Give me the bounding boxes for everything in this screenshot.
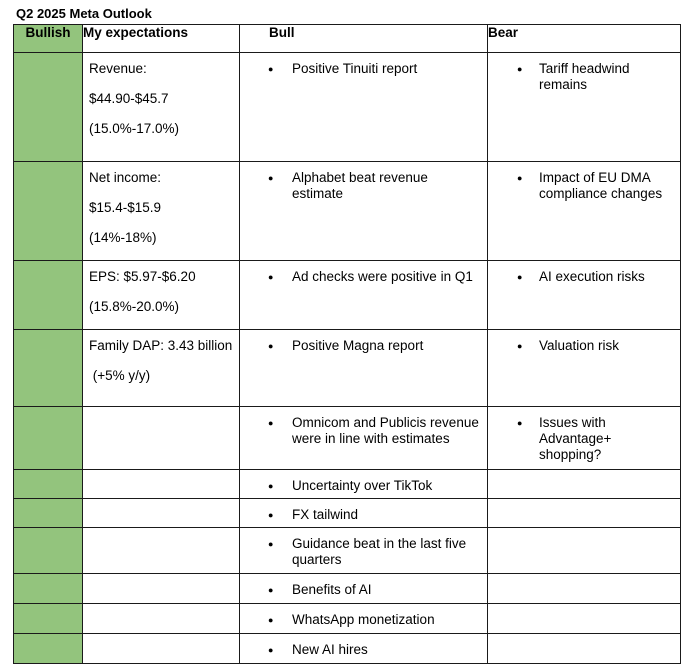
expectation-cell: [83, 604, 240, 634]
bear-cell: [488, 574, 681, 604]
bear-cell: [488, 470, 681, 499]
bull-cell: [240, 634, 488, 664]
bull-cell: [240, 407, 488, 470]
bear-cell: [488, 634, 681, 664]
bullish-indicator-cell: [14, 499, 83, 528]
bull-cell: [240, 53, 488, 162]
expectation-cell: [83, 470, 240, 499]
expectation-cell: [83, 574, 240, 604]
bullish-indicator-cell: [14, 261, 83, 330]
table-row: [14, 261, 681, 330]
bear-cell: [488, 53, 681, 162]
expectation-cell: [83, 528, 240, 574]
bull-cell: [240, 330, 488, 407]
table-row: [14, 604, 681, 634]
outlook-table: [13, 24, 681, 664]
table-row: [14, 162, 681, 261]
table-row: [14, 330, 681, 407]
bear-point: ● Impact of EU DMA compliance changes: [494, 170, 674, 202]
bull-cell: [240, 162, 488, 261]
expectation-line: Family DAP: 3.43 billion: [89, 338, 233, 353]
bullish-indicator-cell: [14, 574, 83, 604]
bear-point: ● Tariff headwind remains: [494, 61, 674, 93]
bull-point: ● Benefits of AI: [246, 582, 481, 598]
expectation-line: (15.0%-17.0%): [89, 121, 180, 136]
expectation-line: (15.8%-20.0%): [89, 299, 180, 314]
table-row: [14, 528, 681, 574]
bear-point: ● AI execution risks: [494, 269, 674, 285]
bull-point: ● Alphabet beat revenue estimate: [246, 170, 481, 202]
bull-cell: [240, 604, 488, 634]
bear-cell: [488, 499, 681, 528]
bull-cell: [240, 528, 488, 574]
bull-point: ● New AI hires: [246, 642, 481, 658]
expectation-cell: [83, 162, 240, 261]
expectation-cell: [83, 53, 240, 162]
table-row: [14, 470, 681, 499]
expectation-line: (+5% y/y): [89, 368, 151, 383]
expectation-line: $15.4-$15.9: [89, 200, 162, 215]
bullish-indicator-cell: [14, 634, 83, 664]
bull-point: ● WhatsApp monetization: [246, 612, 481, 628]
bullish-indicator-cell: [14, 528, 83, 574]
table-row: [14, 574, 681, 604]
bear-cell: [488, 528, 681, 574]
expectation-cell: [83, 330, 240, 407]
expectation-line: Revenue:: [89, 61, 147, 76]
bear-point: ● Issues with Advantage+ shopping?: [494, 415, 674, 463]
bear-point: ● Valuation risk: [494, 338, 674, 354]
bear-cell: [488, 407, 681, 470]
table-row: [14, 634, 681, 664]
bullish-indicator-cell: [14, 53, 83, 162]
expectation-cell: [83, 407, 240, 470]
bullish-indicator-cell: [14, 604, 83, 634]
bull-cell: [240, 261, 488, 330]
table-row: [14, 407, 681, 470]
table-row: [14, 53, 681, 162]
bullish-indicator-cell: [14, 162, 83, 261]
bear-cell: [488, 162, 681, 261]
header-bear: Bear: [488, 25, 681, 53]
header-expectations: My expectations: [83, 25, 240, 53]
bear-cell: [488, 604, 681, 634]
expectation-cell: [83, 261, 240, 330]
expectation-line: EPS: $5.97-$6.20: [89, 269, 196, 284]
bull-cell: [240, 574, 488, 604]
bull-point: ● Positive Magna report: [246, 338, 481, 354]
bear-cell: [488, 261, 681, 330]
bull-point: ● Positive Tinuiti report: [246, 61, 481, 77]
expectation-line: (14%-18%): [89, 230, 157, 245]
bear-cell: [488, 330, 681, 407]
bullish-indicator-cell: [14, 407, 83, 470]
bullish-indicator-cell: [14, 470, 83, 499]
expectation-line: Net income:: [89, 170, 162, 185]
bull-cell: [240, 470, 488, 499]
page-title: Q2 2025 Meta Outlook: [16, 6, 152, 21]
bull-point: ● Ad checks were positive in Q1: [246, 269, 481, 285]
table-row: [14, 499, 681, 528]
bullish-indicator-cell: [14, 330, 83, 407]
header-row: [14, 25, 681, 53]
expectation-line: $44.90-$45.7: [89, 91, 169, 106]
header-bullish: Bullish: [14, 25, 83, 53]
expectation-cell: [83, 634, 240, 664]
bull-point: ● Omnicom and Publicis revenue were in line with estimates: [246, 415, 481, 447]
bull-point: ● Guidance beat in the last five quarters: [246, 536, 481, 568]
header-bull: Bull: [240, 25, 488, 53]
bull-cell: [240, 499, 488, 528]
bull-point: ● Uncertainty over TikTok: [246, 478, 481, 494]
expectation-cell: [83, 499, 240, 528]
bull-point: ● FX tailwind: [246, 507, 481, 523]
